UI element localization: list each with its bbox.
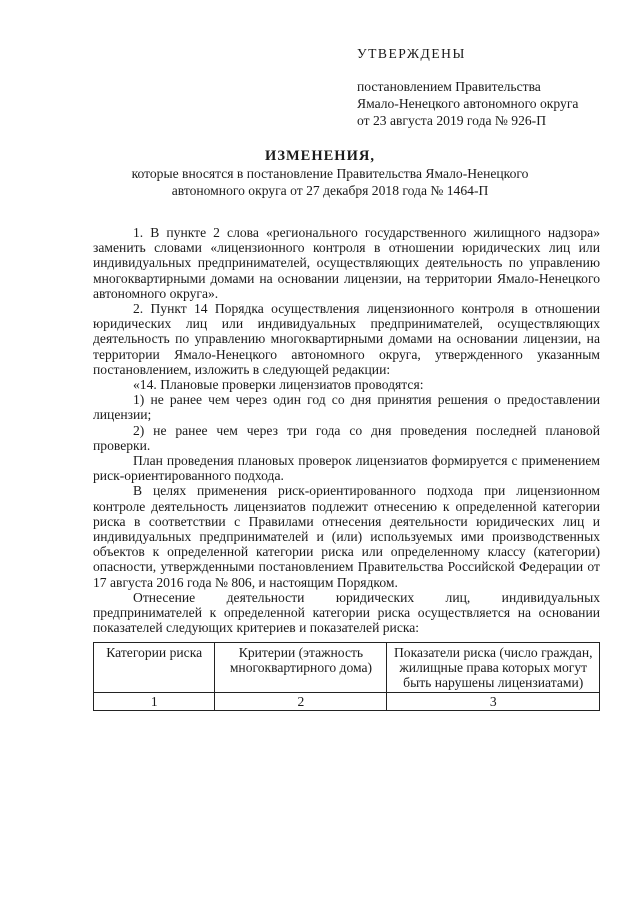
paragraph: 1) не ранее чем через один год со дня принятия решения о предоставлении лицензии;: [93, 392, 600, 423]
paragraph: В целях применения риск-ориентированного подхода при лицензионном контроле деятельность лицензиатов подлежит отнесению к определенной категории риска в соответствии с Правилами отнесения деятельности юридических лиц и индивидуальных предпринимателей и (или) используемых ими производственных объектов к определенной категории риска или определенному классу (категории) опасности, утвержденными постановлением Правительства Российской Федерации от 17 августа 2016 года № 806, и настоящим Порядком.: [93, 483, 600, 590]
paragraph: 2) не ранее чем через три года со дня проведения последней плановой проверки.: [93, 422, 600, 453]
approval-heading: УТВЕРЖДЕНЫ: [357, 46, 466, 61]
approval-line: Ямало-Ненецкого автономного округа: [357, 96, 579, 111]
document-subtitle: [120, 165, 540, 199]
paragraph: «14. Плановые проверки лицензиатов проводятся:: [133, 377, 424, 393]
table-number-cell: 1: [94, 693, 215, 711]
paragraph: 2. Пункт 14 Порядка осуществления лицензионного контроля в отношении юридических лиц или индивидуальных предпринимателей, осуществляющих деятельность по управлению многоквартирными домами на основании лицензии, на территории Ямало-Ненецкого автономного округа, утвержденного указанным постановлением, изложить в следующей редакции:: [93, 301, 600, 377]
paragraph: Отнесение деятельности юридических лиц, индивидуальных предпринимателей к определенной категории риска осуществляется на основании показателей следующих критериев и показателей риска:: [93, 589, 600, 636]
paragraph: План проведения плановых проверок лицензиатов формируется с применением риск-ориентированного подхода.: [93, 453, 600, 484]
table-header-cell: Критерии (этажность многоквартирного дома): [215, 643, 387, 693]
table-header-row: [94, 643, 600, 693]
approval-line: постановлением Правительства: [357, 79, 541, 94]
table-number-row: [94, 693, 600, 711]
subtitle-line: автономного округа от 27 декабря 2018 года № 1464-П: [171, 183, 489, 198]
table-number-cell: 3: [387, 693, 600, 711]
risk-criteria-table: [93, 642, 600, 711]
subtitle-line: которые вносятся в постановление Правительства Ямало-Ненецкого: [131, 166, 529, 181]
paragraph: 1. В пункте 2 слова «регионального государственного жилищного надзора» заменить словами «лицензионного контроля в отношении юридических лиц или индивидуальных предпринимателей, осуществляющих деятельность по управлению многоквартирными домами на основании лицензии, на территории Ямало-Ненецкого автономного округа».: [93, 225, 600, 301]
table-header-cell: Категории риска: [94, 643, 215, 693]
approval-line: от 23 августа 2019 года № 926-П: [357, 113, 547, 128]
table-header-cell: Показатели риска (число граждан, жилищные права которых могут быть нарушены лицензиатами): [387, 643, 600, 693]
document-body: [93, 225, 600, 635]
approval-block: [357, 45, 617, 129]
table-number-cell: 2: [215, 693, 387, 711]
document-title: ИЗМЕНЕНИЯ,: [265, 148, 375, 164]
